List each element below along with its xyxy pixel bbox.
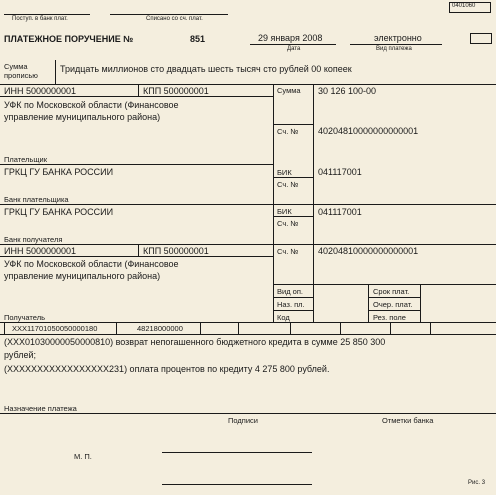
received-line bbox=[4, 14, 90, 15]
payer-bank-label: Банк плательщика bbox=[4, 195, 69, 204]
budget-okato: 48218000000 bbox=[137, 324, 183, 333]
payee-bank-bik-line bbox=[273, 216, 313, 217]
payer-label: Плательщик bbox=[4, 155, 47, 164]
payee-account-label: Сч. № bbox=[277, 247, 299, 256]
payer-kpp: КПП 500000001 bbox=[143, 86, 209, 96]
payer-name-1: УФК по Московской области (Финансовое bbox=[4, 100, 179, 110]
payee-bank-account-label: Сч. № bbox=[277, 219, 299, 228]
payer-inn: ИНН 5000000001 bbox=[4, 86, 77, 96]
payer-bottom-line bbox=[0, 164, 273, 165]
payer-inn-divider bbox=[138, 84, 139, 96]
payment-type: электронно bbox=[374, 33, 422, 43]
payment-type-line bbox=[350, 44, 442, 45]
signature-line-1 bbox=[162, 452, 312, 453]
payee-inn-line bbox=[0, 256, 273, 257]
payer-bank-bik-label: БИК bbox=[277, 168, 292, 177]
amount-words-label-1: Сумма bbox=[4, 62, 28, 71]
codes-line-3 bbox=[273, 310, 313, 311]
page-title: ПЛАТЕЖНОЕ ПОРУЧЕНИЕ № bbox=[4, 34, 134, 44]
payee-name-1: УФК по Московской области (Финансовое bbox=[4, 259, 179, 269]
payer-account: 40204810000000000001 bbox=[318, 126, 419, 136]
payer-bank-account-label: Сч. № bbox=[277, 180, 299, 189]
payer-bank-bik: 041117001 bbox=[318, 167, 362, 177]
purpose-bottom-line bbox=[0, 413, 496, 414]
form-code: 0401060 bbox=[452, 3, 476, 9]
codes-line-2 bbox=[273, 297, 313, 298]
grid-divider-2 bbox=[313, 84, 314, 322]
payee-bank-label: Банк получателя bbox=[4, 235, 63, 244]
status-box bbox=[470, 33, 492, 44]
payer-bank-bik-line bbox=[273, 177, 313, 178]
payee-name-2: управление муниципального района) bbox=[4, 271, 161, 281]
document-date: 29 января 2008 bbox=[258, 33, 323, 43]
budget-divider-2 bbox=[200, 322, 201, 334]
payer-account-label: Сч. № bbox=[277, 127, 299, 136]
amount-label: Сумма bbox=[277, 86, 301, 95]
document-number: 851 bbox=[190, 34, 206, 44]
debited-line bbox=[110, 14, 228, 15]
purpose-line-2: рублей; bbox=[4, 350, 37, 360]
budget-divider-6 bbox=[390, 322, 391, 334]
signatures-label: Подписи bbox=[228, 416, 258, 425]
codes-divider-2 bbox=[420, 284, 421, 322]
payment-type-label: Вид платежа bbox=[376, 46, 412, 52]
purpose-line-3: (XXXXXXXXXXXXXXXXX231) оплата процентов по кредиту 4 275 800 рублей. bbox=[4, 364, 330, 374]
payer-inn-line bbox=[0, 96, 273, 97]
ocher-plat-label: Очер. плат. bbox=[373, 300, 413, 309]
rez-pole-label: Рез. поле bbox=[373, 313, 406, 322]
payee-bank-bik-label: БИК bbox=[277, 207, 292, 216]
signature-line-2 bbox=[162, 484, 312, 485]
debited-label: Списано со сч. плат. bbox=[146, 16, 203, 22]
budget-divider-0 bbox=[4, 322, 5, 334]
amount-words-label-2: прописью bbox=[4, 71, 38, 80]
budget-divider-7 bbox=[430, 322, 431, 334]
payee-account: 40204810000000000001 bbox=[318, 246, 419, 256]
budget-kbk: XXX11701050050000180 bbox=[12, 324, 98, 333]
codes-line-5 bbox=[368, 310, 420, 311]
payer-bank-name: ГРКЦ ГУ БАНКА РОССИИ bbox=[4, 167, 114, 177]
figure-label: Рис. 3 bbox=[468, 480, 486, 486]
codes-top-line bbox=[273, 284, 496, 285]
amount-value: 30 126 100-00 bbox=[318, 86, 377, 96]
payee-bottom-line bbox=[0, 322, 496, 323]
payee-bank-bottom-line bbox=[0, 244, 496, 245]
date-line bbox=[250, 44, 336, 45]
amount-cell-line bbox=[273, 124, 313, 125]
purpose-line-1: (XXX01030000050000810) возврат непогашенного бюджетного кредита в сумме 25 850 300 bbox=[4, 337, 386, 347]
grid-divider-1 bbox=[273, 84, 274, 322]
payee-kpp: КПП 500000001 bbox=[143, 246, 209, 256]
payer-bank-bottom-line bbox=[0, 204, 496, 205]
budget-divider-4 bbox=[290, 322, 291, 334]
payee-label: Получатель bbox=[4, 313, 45, 322]
purpose-label: Назначение платежа bbox=[4, 404, 77, 413]
payee-inn: ИНН 5000000001 bbox=[4, 246, 77, 256]
date-label: Дата bbox=[287, 46, 301, 52]
amount-words-bottom-line bbox=[0, 84, 496, 85]
vid-op-label: Вид оп. bbox=[277, 287, 303, 296]
payee-bank-bik: 041117001 bbox=[318, 207, 362, 217]
srok-plat-label: Срок плат. bbox=[373, 287, 410, 296]
codes-divider-1 bbox=[368, 284, 369, 322]
kod-label: Код bbox=[277, 313, 290, 322]
codes-line-4 bbox=[368, 297, 420, 298]
stamp-label: М. П. bbox=[74, 452, 92, 461]
amount-words-value: Тридцать миллионов сто двадцать шесть тысяч сто рублей 00 копеек bbox=[60, 64, 352, 74]
budget-bottom-line bbox=[0, 334, 496, 335]
budget-divider-3 bbox=[238, 322, 239, 334]
naz-pl-label: Наз. пл. bbox=[277, 300, 305, 309]
amount-words-divider bbox=[55, 60, 56, 84]
budget-divider-5 bbox=[340, 322, 341, 334]
payee-bank-name: ГРКЦ ГУ БАНКА РОССИИ bbox=[4, 207, 114, 217]
budget-divider-1 bbox=[116, 322, 117, 334]
payer-name-2: управление муниципального района) bbox=[4, 112, 161, 122]
payee-inn-divider bbox=[138, 244, 139, 256]
received-label: Поступ. в банк плат. bbox=[12, 16, 68, 22]
bank-marks-label: Отметки банка bbox=[382, 416, 434, 425]
